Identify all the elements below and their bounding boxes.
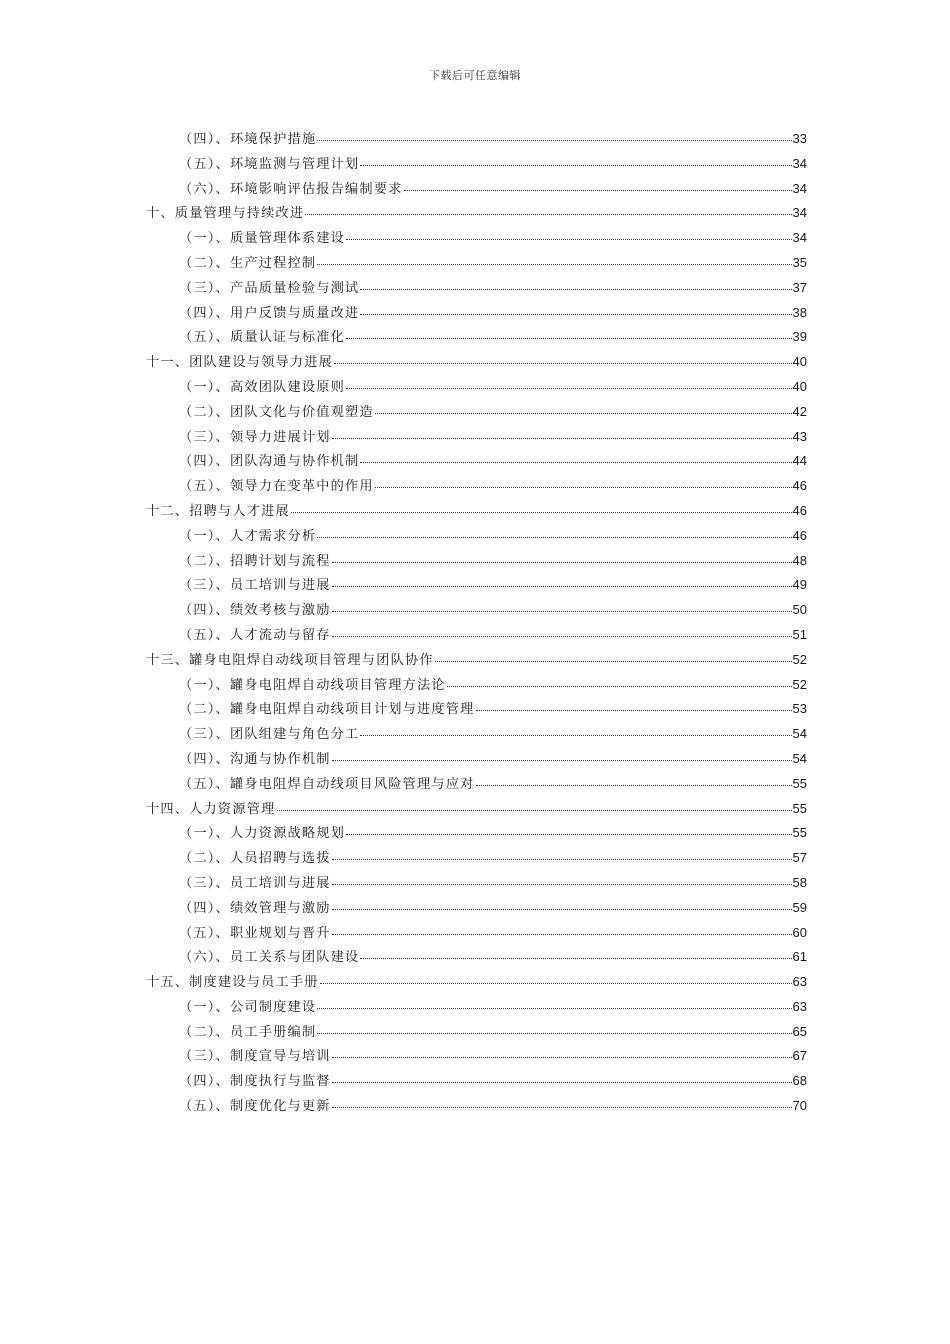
toc-section-entry[interactable] [146,152,807,177]
toc-entry-title: 十二、招聘与人才进展 [146,503,290,519]
toc-page-number: 68 [792,1073,807,1089]
toc-section-entry[interactable] [146,1020,807,1045]
toc-page-number: 46 [792,502,807,518]
toc-entry-title: （四）、环境保护措施 [179,132,317,147]
toc-entry-title: （四）、绩效管理与激励 [179,900,331,916]
toc-page-number: 67 [792,1048,807,1064]
toc-page-number: 38 [792,304,807,320]
toc-dot-leader [320,983,792,984]
toc-dot-leader [332,859,792,860]
toc-entry-title: （二）、招聘计划与流程 [179,553,331,569]
toc-entry-title: （三）、制度宣导与培训 [179,1049,331,1065]
toc-entry-title: （四）、制度执行与监督 [179,1074,331,1090]
toc-dot-leader [332,586,792,587]
toc-section-entry[interactable] [146,945,807,970]
toc-page-number: 53 [792,701,807,717]
page-header: 下载后可任意编辑 [429,69,521,82]
toc-entry-title: （三）、团队组建与角色分工 [179,727,360,743]
toc-entry-title: （四）、用户反馈与质量改进 [179,305,360,321]
toc-entry-title: 十一、团队建设与领导力进展 [146,355,334,371]
toc-section-entry[interactable] [146,251,807,276]
toc-page-number: 46 [792,527,807,543]
toc-entry-title: （六）、环境影响评估报告编制要求 [179,181,403,197]
toc-page-number: 51 [792,626,807,642]
toc-section-entry[interactable] [146,871,807,896]
toc-page-number: 57 [792,850,807,866]
toc-dot-leader [332,438,792,439]
toc-entry-title: （五）、质量认证与标准化 [179,330,346,346]
toc-dot-leader [334,363,791,364]
toc-section-entry[interactable] [146,177,807,202]
toc-section-entry[interactable] [146,821,807,846]
toc-section-entry[interactable] [146,301,807,326]
toc-page-number: 55 [792,825,807,841]
toc-page-number: 61 [792,949,807,965]
toc-dot-leader [332,760,792,761]
toc-entry-title: 十三、罐身电阻焊自动线项目管理与团队协作 [146,652,434,668]
toc-dot-leader [346,388,791,389]
toc-entry-title: （一）、罐身电阻焊自动线项目管理方法论 [179,677,446,693]
toc-entry-title: （三）、产品质量检验与测试 [179,280,360,296]
toc-section-entry[interactable] [146,226,807,251]
toc-entry-title: （五）、职业规划与晋升 [179,925,331,941]
toc-entry-title: （三）、领导力进展计划 [179,429,331,445]
toc-page-number: 50 [792,602,807,618]
toc-page-number: 63 [792,974,807,990]
toc-section-entry[interactable] [146,425,807,450]
toc-dot-leader [332,636,792,637]
toc-dot-leader [346,338,791,339]
toc-chapter-entry[interactable] [146,648,807,673]
toc-entry-title: （二）、罐身电阻焊自动线项目计划与进度管理 [179,702,475,718]
toc-section-entry[interactable] [146,921,807,946]
toc-dot-leader [332,1082,792,1083]
toc-page-number: 43 [792,428,807,444]
toc-entry-title: （四）、沟通与协作机制 [179,751,331,767]
toc-section-entry[interactable] [146,995,807,1020]
toc-dot-leader [332,1057,792,1058]
table-of-contents [146,127,807,1119]
toc-entry-title: （三）、员工培训与进展 [179,875,331,891]
toc-dot-leader [360,735,791,736]
toc-dot-leader [317,1033,791,1034]
toc-dot-leader [346,239,791,240]
toc-entry-title: （一）、质量管理体系建设 [179,231,346,247]
toc-section-entry[interactable] [146,722,807,747]
toc-dot-leader [291,512,792,513]
toc-page-number: 37 [792,279,807,295]
toc-dot-leader [476,710,792,711]
toc-dot-leader [476,785,792,786]
toc-chapter-entry[interactable] [146,201,807,226]
toc-section-entry[interactable] [146,127,807,152]
toc-page-number: 46 [792,478,807,494]
toc-page-number: 39 [792,329,807,345]
toc-page-number: 60 [792,924,807,940]
toc-section-entry[interactable] [146,549,807,574]
toc-page-number: 34 [792,180,807,196]
toc-page-number: 52 [792,676,807,692]
toc-entry-title: （五）、制度优化与更新 [179,1099,331,1115]
toc-entry-title: （五）、领导力在变革中的作用 [179,479,374,495]
toc-section-entry[interactable] [146,772,807,797]
toc-page-number: 34 [792,230,807,246]
toc-page-number: 34 [792,205,807,221]
toc-dot-leader [360,314,791,315]
toc-entry-title: （一）、人力资源战略规划 [179,826,346,842]
toc-entry-title: （四）、团队沟通与协作机制 [179,454,360,470]
toc-page-number: 40 [792,378,807,394]
toc-dot-leader [277,810,792,811]
toc-dot-leader [305,214,791,215]
toc-page-number: 40 [792,354,807,370]
toc-dot-leader [317,140,791,141]
toc-chapter-entry[interactable] [146,797,807,822]
toc-page-number: 42 [792,403,807,419]
toc-page-number: 48 [792,552,807,568]
toc-section-entry[interactable] [146,1044,807,1069]
toc-page-number: 65 [792,1023,807,1039]
toc-page-number: 58 [792,874,807,890]
toc-page-number: 54 [792,726,807,742]
toc-entry-title: （二）、人员招聘与选拔 [179,851,331,867]
toc-page-number: 59 [792,899,807,915]
toc-section-entry[interactable] [146,474,807,499]
toc-dot-leader [360,289,791,290]
toc-section-entry[interactable] [146,573,807,598]
toc-entry-title: （五）、环境监测与管理计划 [179,156,360,172]
toc-dot-leader [332,909,792,910]
toc-section-entry[interactable] [146,598,807,623]
toc-section-entry[interactable] [146,276,807,301]
toc-section-entry[interactable] [146,449,807,474]
toc-page-number: 52 [792,651,807,667]
toc-dot-leader [317,537,791,538]
toc-page-number: 34 [792,155,807,171]
toc-chapter-entry[interactable] [146,499,807,524]
toc-dot-leader [435,661,792,662]
toc-dot-leader [317,1008,791,1009]
toc-dot-leader [447,686,792,687]
toc-dot-leader [375,413,792,414]
toc-dot-leader [360,165,791,166]
toc-entry-title: （五）、罐身电阻焊自动线项目风险管理与应对 [179,776,475,792]
toc-page-number: 54 [792,750,807,766]
toc-section-entry[interactable] [146,325,807,350]
toc-dot-leader [317,264,791,265]
toc-dot-leader [360,462,791,463]
toc-page-number: 35 [792,254,807,270]
toc-entry-title: （一）、高效团队建设原则 [179,379,346,395]
toc-entry-title: （一）、人才需求分析 [179,528,317,544]
toc-section-entry[interactable] [146,846,807,871]
toc-entry-title: （一）、公司制度建设 [179,999,317,1015]
toc-section-entry[interactable] [146,697,807,722]
toc-dot-leader [332,611,792,612]
toc-entry-title: 十五、制度建设与员工手册 [146,975,319,991]
toc-entry-title: （六）、员工关系与团队建设 [179,950,360,966]
toc-entry-title: 十、质量管理与持续改进 [146,206,305,222]
toc-dot-leader [332,1107,792,1108]
toc-dot-leader [332,884,792,885]
toc-page-number: 44 [792,453,807,469]
toc-dot-leader [346,834,791,835]
toc-dot-leader [375,487,792,488]
toc-section-entry[interactable] [146,896,807,921]
toc-entry-title: （三）、员工培训与进展 [179,578,331,594]
toc-entry-title: （二）、生产过程控制 [179,255,317,271]
toc-entry-title: 十四、人力资源管理 [146,801,276,817]
toc-page-number: 55 [792,800,807,816]
toc-dot-leader [332,562,792,563]
toc-section-entry[interactable] [146,623,807,648]
toc-entry-title: （四）、绩效考核与激励 [179,603,331,619]
toc-section-entry[interactable] [146,1094,807,1119]
toc-chapter-entry[interactable] [146,350,807,375]
toc-entry-title: （五）、人才流动与留存 [179,627,331,643]
toc-dot-leader [404,190,792,191]
toc-page-number: 49 [792,577,807,593]
toc-page-number: 55 [792,775,807,791]
toc-section-entry[interactable] [146,524,807,549]
toc-dot-leader [332,934,792,935]
toc-entry-title: （二）、员工手册编制 [179,1024,317,1040]
toc-section-entry[interactable] [146,400,807,425]
toc-section-entry[interactable] [146,375,807,400]
toc-section-entry[interactable] [146,1069,807,1094]
toc-page-number: 63 [792,998,807,1014]
toc-section-entry[interactable] [146,673,807,698]
toc-page-number: 33 [792,131,807,146]
toc-section-entry[interactable] [146,747,807,772]
toc-dot-leader [360,958,791,959]
toc-chapter-entry[interactable] [146,970,807,995]
toc-page-number: 70 [792,1098,807,1114]
toc-entry-title: （二）、团队文化与价值观塑造 [179,404,374,420]
